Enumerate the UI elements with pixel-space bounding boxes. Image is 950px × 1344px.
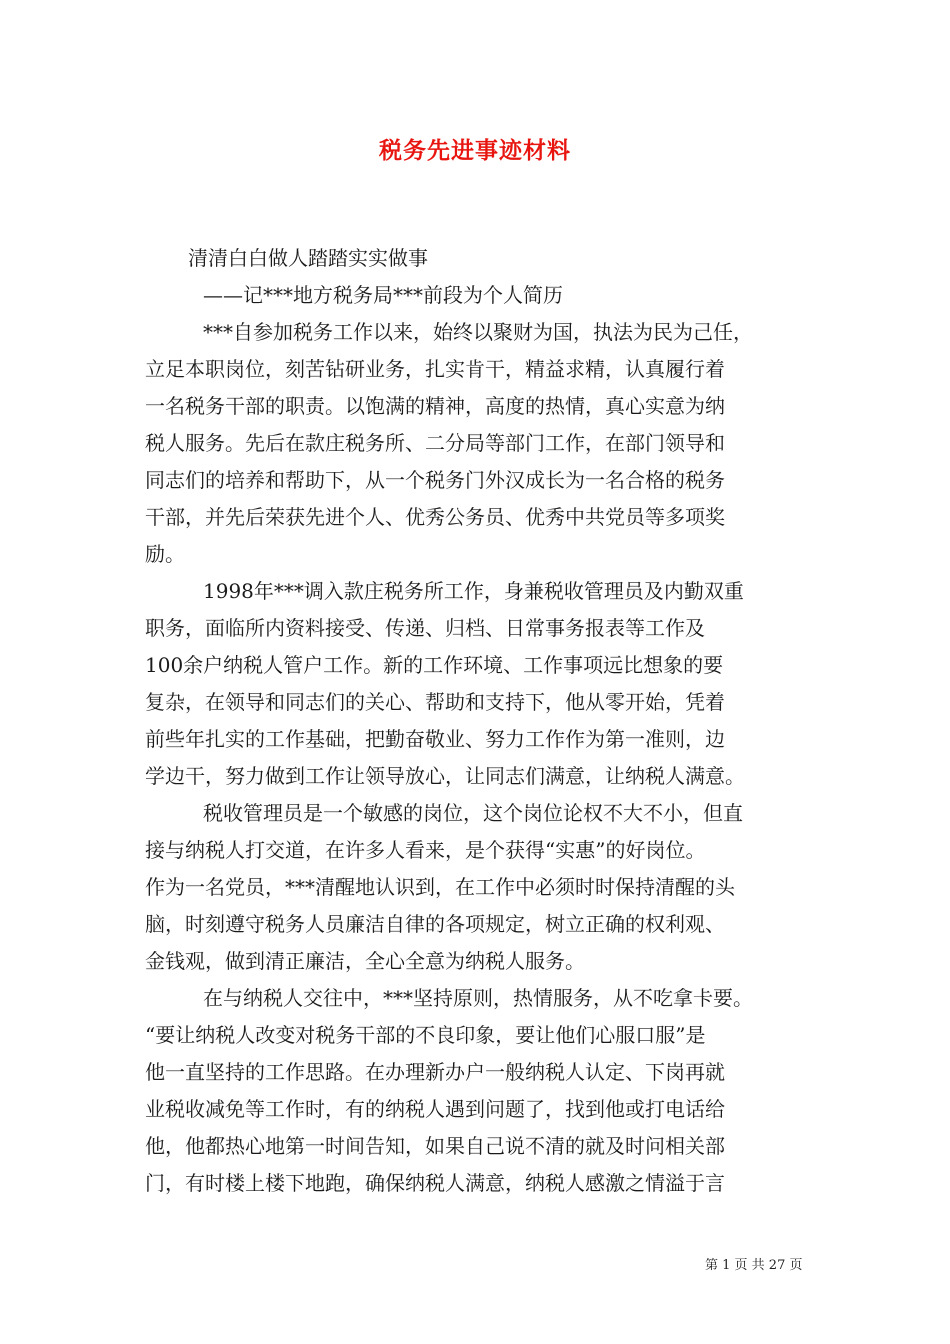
paragraph-line: 100余户纳税人管户工作。新的工作环境、工作事项远比想象的要 (145, 653, 724, 677)
paragraph-line: 学边干，努力做到工作让领导放心，让同志们满意，让纳税人满意。 (145, 764, 745, 788)
paragraph-line: 立足本职岗位，刻苦钻研业务，扎实肯干，精益求精，认真履行着 (145, 357, 725, 381)
paragraph-line: 税收管理员是一个敏感的岗位，这个岗位论权不大不小，但直 (203, 801, 743, 825)
paragraph-line: 一名税务干部的职责。以饱满的精神，高度的热情，真心实意为纳 (145, 394, 725, 418)
byline: ——记***地方税务局***前段为个人简历 (203, 283, 563, 307)
paragraph-line: 复杂，在领导和同志们的关心、帮助和支持下，他从零开始，凭着 (145, 690, 725, 714)
paragraph-line: 脑，时刻遵守税务人员廉洁自律的各项规定，树立正确的权利观、 (145, 912, 725, 936)
paragraph-line: 前些年扎实的工作基础，把勤奋敬业、努力工作作为第一准则，边 (145, 727, 725, 751)
paragraph-line: 金钱观，做到清正廉洁，全心全意为纳税人服务。 (145, 949, 585, 973)
paragraph-line: 接与纳税人打交道，在许多人看来，是个获得“实惠”的好岗位。 (145, 838, 706, 862)
paragraph-line: 门，有时楼上楼下地跑，确保纳税人满意，纳税人感激之情溢于言 (145, 1171, 725, 1195)
page-number: 第 1 页 共 27 页 (705, 1258, 803, 1273)
document-title: 税务先进事迹材料 (379, 137, 571, 164)
paragraph-line: 他，他都热心地第一时间告知，如果自己说不清的就及时问相关部 (145, 1134, 725, 1158)
paragraph-line: 他一直坚持的工作思路。在办理新办户一般纳税人认定、下岗再就 (145, 1060, 725, 1084)
paragraph-line: 税人服务。先后在款庄税务所、二分局等部门工作，在部门领导和 (145, 431, 725, 455)
paragraph-line: 1998年***调入款庄税务所工作，身兼税收管理员及内勤双重 (203, 579, 744, 603)
paragraph-line: 干部，并先后荣获先进个人、优秀公务员、优秀中共党员等多项奖 (145, 505, 725, 529)
paragraph-line: 作为一名党员，***清醒地认识到，在工作中必须时时保持清醒的头 (145, 875, 735, 899)
paragraph-line: 在与纳税人交往中，***坚持原则，热情服务，从不吃拿卡要。 (203, 986, 753, 1010)
paragraph-line: ***自参加税务工作以来，始终以聚财为国，执法为民为己任， (203, 320, 753, 344)
paragraph-line: 同志们的培养和帮助下，从一个税务门外汉成长为一名合格的税务 (145, 468, 725, 492)
document-body (145, 240, 810, 1202)
paragraph-line: “要让纳税人改变对税务干部的不良印象，要让他们心服口服”是 (145, 1023, 706, 1047)
subtitle-line: 清清白白做人踏踏实实做事 (188, 246, 428, 270)
paragraph-line: 业税收减免等工作时，有的纳税人遇到问题了，找到他或打电话给 (145, 1097, 725, 1121)
paragraph-line: 励。 (145, 542, 185, 566)
paragraph-line: 职务，面临所内资料接受、传递、归档、日常事务报表等工作及 (145, 616, 705, 640)
